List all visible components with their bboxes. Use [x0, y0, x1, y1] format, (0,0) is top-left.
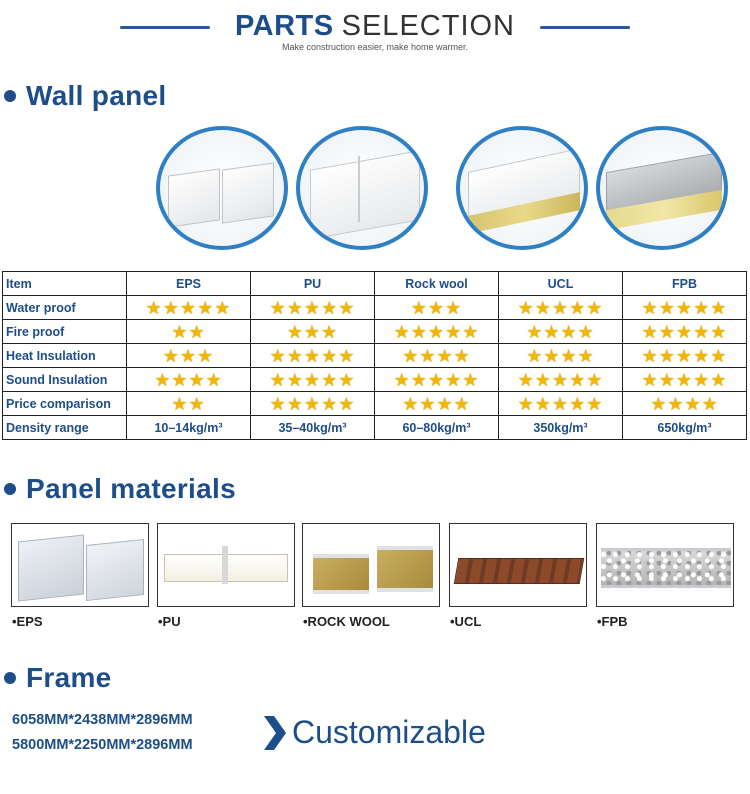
density-value: 10–14kg/m³	[127, 416, 251, 440]
material-pu-image	[157, 523, 295, 607]
row-label: Heat Insulation	[3, 344, 127, 368]
material-label: •ROCK WOOL	[303, 614, 390, 629]
section-title: Wall panel	[26, 80, 167, 111]
star-rating: ★★★★★	[127, 296, 251, 320]
star-rating: ★★★★★	[499, 296, 623, 320]
section-wall-panel	[0, 79, 166, 113]
density-value: 35–40kg/m³	[251, 416, 375, 440]
star-rating: ★★★★★	[623, 344, 747, 368]
column-header: PU	[251, 272, 375, 296]
material-ucl-image	[449, 523, 587, 607]
star-rating: ★★★★★	[251, 392, 375, 416]
star-rating: ★★	[127, 320, 251, 344]
section-title: Panel materials	[26, 473, 236, 504]
page-subtitle: Make construction easier, make home warmer.	[281, 42, 469, 52]
star-rating: ★★★★★	[251, 296, 375, 320]
table-row-density	[3, 416, 747, 440]
table-row	[3, 296, 747, 320]
table-row	[3, 392, 747, 416]
star-rating: ★★	[127, 392, 251, 416]
material-label: •PU	[158, 614, 181, 629]
title-normal: SELECTION	[341, 10, 515, 42]
star-rating: ★★★★	[499, 344, 623, 368]
row-label: Price comparison	[3, 392, 127, 416]
star-rating: ★★★★★	[623, 296, 747, 320]
star-rating: ★★★★★	[623, 320, 747, 344]
table-header-row	[3, 272, 747, 296]
star-rating: ★★★★★	[251, 368, 375, 392]
star-rating: ★★★★★	[499, 392, 623, 416]
bullet-icon	[4, 483, 16, 495]
section-panel-materials	[0, 472, 236, 506]
material-fpb-image	[596, 523, 734, 607]
star-rating: ★★★★	[623, 392, 747, 416]
customizable-label: Customizable	[292, 714, 486, 750]
section-title: Frame	[26, 662, 112, 693]
star-rating: ★★★★★	[251, 344, 375, 368]
wall-panel-pu-image	[296, 126, 428, 250]
star-rating: ★★★★★	[623, 368, 747, 392]
bullet-icon	[4, 672, 16, 684]
column-header: EPS	[127, 272, 251, 296]
material-label: •UCL	[450, 614, 482, 629]
page-header	[0, 0, 750, 60]
star-rating: ★★★★	[375, 392, 499, 416]
density-value: 350kg/m³	[499, 416, 623, 440]
star-rating: ★★★	[127, 344, 251, 368]
chevron-right-icon	[262, 714, 288, 752]
star-rating: ★★★★	[127, 368, 251, 392]
bullet-icon	[4, 90, 16, 102]
star-rating: ★★★★	[375, 344, 499, 368]
table-row	[3, 344, 747, 368]
page-title	[0, 10, 750, 42]
frame-dimension: 6058MM*2438MM*2896MM	[12, 712, 193, 728]
wall-panel-fpb-image	[596, 126, 728, 250]
row-label: Sound Insulation	[3, 368, 127, 392]
material-label: •EPS	[12, 614, 43, 629]
wall-panel-eps-image	[156, 126, 288, 250]
title-bold: PARTS	[234, 10, 334, 42]
star-rating: ★★★★★	[499, 368, 623, 392]
star-rating: ★★★★★	[375, 368, 499, 392]
material-eps-image	[11, 523, 149, 607]
density-value: 60–80kg/m³	[375, 416, 499, 440]
row-label: Water proof	[3, 296, 127, 320]
frame-dimension: 5800MM*2250MM*2896MM	[12, 737, 193, 753]
table-row	[3, 368, 747, 392]
spec-table	[2, 271, 747, 440]
star-rating: ★★★★★	[375, 320, 499, 344]
wall-panel-rockwool-image	[456, 126, 588, 250]
star-rating: ★★★★	[499, 320, 623, 344]
row-label: Fire proof	[3, 320, 127, 344]
table-row	[3, 320, 747, 344]
section-frame	[0, 661, 112, 695]
star-rating: ★★★	[375, 296, 499, 320]
material-rockwool-image	[302, 523, 440, 607]
column-header: UCL	[499, 272, 623, 296]
row-label: Density range	[3, 416, 127, 440]
density-value: 650kg/m³	[623, 416, 747, 440]
column-header: FPB	[623, 272, 747, 296]
star-rating: ★★★	[251, 320, 375, 344]
material-label: •FPB	[597, 614, 628, 629]
header-item: Item	[3, 272, 127, 296]
column-header: Rock wool	[375, 272, 499, 296]
